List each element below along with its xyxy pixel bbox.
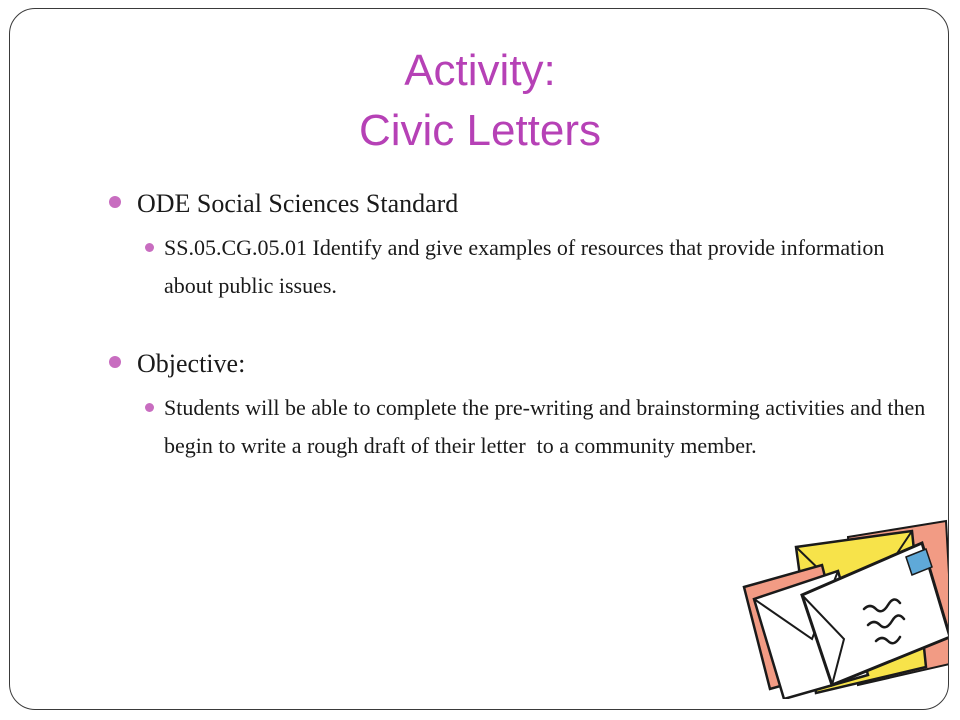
envelopes-clipart-icon (736, 517, 949, 699)
sub-bullet-standard-code (144, 229, 926, 305)
sub-bullet-objective-text (144, 389, 931, 465)
bullet-standard (106, 187, 926, 221)
objective-heading: Objective: (137, 349, 246, 378)
bullet-dot-icon (109, 356, 121, 368)
standard-text: SS.05.CG.05.01 Identify and give examples of resources that provide information about public issues. (164, 235, 885, 298)
bullet-dot-icon (109, 196, 121, 208)
objective-text: Students will be able to complete the pre-writing and brainstorming activities and then begin to write a rough draft of their letter to a community member. (164, 395, 931, 458)
slide (9, 8, 949, 710)
standard-heading: ODE Social Sciences Standard (137, 189, 459, 218)
bullet-objective (106, 347, 926, 381)
bullet-dot-icon (145, 403, 154, 412)
slide-title (10, 41, 949, 161)
title-line-1: Activity: (404, 46, 556, 95)
bullet-dot-icon (145, 243, 154, 252)
slide-body (106, 187, 931, 465)
title-line-2: Civic Letters (358, 106, 602, 155)
